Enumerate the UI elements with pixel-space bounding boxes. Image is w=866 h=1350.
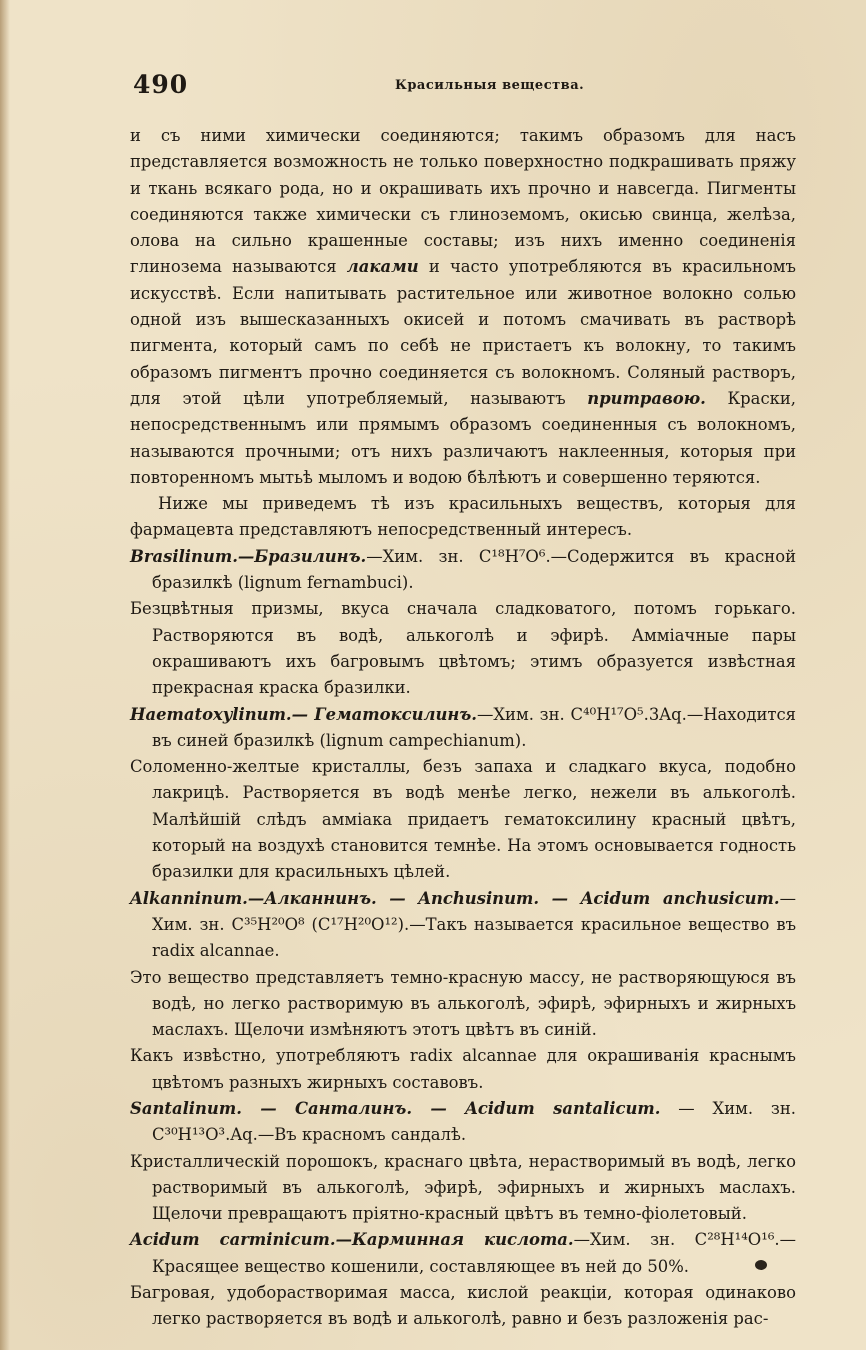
paragraph-text: и съ ними химически соединяются; такимъ образомъ для насъ представляется возможность не только поверхностно подкрашивать пряжу и ткань всякаго рода, но и окрашивать ихъ прочно и навсегда. Пигменты соединяются также химически съ глиноземомъ, окисью свинца, желѣза, олова на сильно крашенные составы; изъ нихъ именно соединенія глинозема называются <box>130 126 796 277</box>
entry-brasilin-heading <box>130 544 796 597</box>
latin-name: Acidum carminicum. <box>130 1230 336 1250</box>
latin-name: Brasilinum. <box>130 546 238 566</box>
entry-alkannin-properties: Это вещество представляетъ темно-красную массу, не растворяющуюся въ водѣ, но легко растворимую въ алькоголѣ, эфирѣ, эфирныхъ и жирныхъ маслахъ. Щелочи измѣняютъ этотъ цвѣтъ въ синій. <box>130 967 796 1040</box>
paragraph-text: и часто употребляются въ красильномъ искусствѣ. Если напитывать растительное или животное волокно солью одной изъ вышесказанныхъ окисей и потомъ смачивать въ растворѣ пигмента, который самъ по себѣ не пристаетъ къ волокну, то такимъ образомъ пигментъ прочно соединяется съ волокномъ. Соляный растворъ, для этой цѣли употребляемый, называютъ <box>130 257 796 408</box>
emphasis-lakes: лаками <box>346 257 419 277</box>
ink-blot <box>755 1260 767 1270</box>
russian-name: —Карминная кислота. <box>335 1230 574 1250</box>
chemical-formula: —Хим. зн. C²⁸H¹⁴O¹⁶. <box>573 1230 780 1250</box>
russian-name: — Гематоксилинъ. <box>291 704 477 724</box>
entry-haematoxylin-heading <box>130 702 796 755</box>
chemical-formula: — Хим. зн. C³⁰H¹³O³.Aq. <box>152 1098 796 1145</box>
paragraph-text: Краски, непосредственнымъ или прямымъ образомъ соединенныя съ волокномъ, называются прочными; отъ нихъ различаютъ наклеенныя, которыя при повторенномъ мытьѣ мыломъ и водою бѣлѣютъ и совершенно теряются. <box>130 388 797 487</box>
entry-carmin-properties: Багровая, удоборастворимая масса, кислой реакціи, которая одинаково легко растворяется въ водѣ и алькоголѣ, равно и безъ разложенія рас- <box>130 1283 796 1329</box>
entry-haematoxylin-properties: Соломенно-желтые кристаллы, безъ запаха и сладкаго вкуса, подобно лакрицѣ. Растворяется въ водѣ менѣе легко, нежели въ алькоголѣ. Малѣйшій слѣдъ амміака придаетъ гематоксилину красный цвѣтъ, который на воздухѣ становится темнѣе. На этомъ основывается годность бразилки для красильныхъ цѣлей. <box>130 757 796 882</box>
entry-santalin-heading <box>130 1096 796 1149</box>
entry-description: —Въ красномъ сандалѣ. <box>257 1125 467 1145</box>
latin-synonyms: — Anchusinum. — Acidum anchusicum. <box>376 888 780 908</box>
entry-alkannin-usage: Какъ извѣстно, употребляютъ radix alcannae для окрашиванія краснымъ цвѣтомъ разныхъ жирныхъ составовъ. <box>130 1046 796 1092</box>
chemical-formula: —Хим. зн. C⁴⁰H¹⁷O⁵.3Aq. <box>476 704 687 724</box>
entry-description: — Красящее вещество кошенили, составляющее въ ней до 50%. <box>152 1230 796 1276</box>
chemical-formula: —Хим. зн. C¹⁸H⁷O⁶. <box>366 546 551 566</box>
latin-synonyms: — Acidum santalicum. <box>412 1098 661 1118</box>
russian-name: —Алканнинъ. <box>247 888 377 908</box>
entry-alkannin-heading <box>130 886 796 965</box>
latin-name: Alkanninum. <box>130 888 248 908</box>
entry-santalin-properties: Кристаллическій порошокъ, краснаго цвѣта, нерастворимый въ водѣ, легко растворимый въ алькоголѣ, эфирѣ, эфирныхъ и жирныхъ маслахъ. Щелочи превращаютъ пріятно-красный цвѣтъ въ темно-фіолетовый. <box>130 1151 796 1224</box>
entry-description: —Содержится въ красной бразилкѣ (lignum fernambuci). <box>152 546 797 593</box>
paragraph-list-intro: Ниже мы приведемъ тѣ изъ красильныхъ веществъ, которыя для фармацевта представляютъ непосредственный интересъ. <box>130 494 796 540</box>
page-edge-shadow <box>0 0 10 1350</box>
paragraph-intro <box>130 123 796 491</box>
entry-carmin-heading <box>130 1227 796 1280</box>
page-header <box>133 70 783 104</box>
chemical-formula: — Хим. зн. C³⁵H²⁰O⁸ (C¹⁷H²⁰O¹²). <box>152 888 796 934</box>
emphasis-mordant: притравою. <box>587 388 706 408</box>
page-number: 490 <box>133 70 189 99</box>
running-title: Красильныя вещества. <box>395 78 585 93</box>
latin-name: Haematoxylinum. <box>130 704 292 724</box>
russian-name: —Бразилинъ. <box>237 546 367 566</box>
body-text <box>130 123 796 1333</box>
entry-description: —Такъ называется красильное вещество въ radix alcannae. <box>152 914 796 961</box>
latin-name: Santalinum. <box>130 1098 242 1118</box>
russian-name: — Санталинъ. <box>241 1098 413 1118</box>
entry-brasilin-properties: Безцвѣтныя призмы, вкуса сначала сладковатого, потомъ горькаго. Растворяются въ водѣ, алькоголѣ и эфирѣ. Амміачные пары окрашиваютъ ихъ багровымъ цвѣтомъ; этимъ образуется извѣстная прекрасная краска бразилки. <box>130 599 796 698</box>
entry-description: —Находится въ синей бразилкѣ (lignum campechianum). <box>152 704 796 750</box>
